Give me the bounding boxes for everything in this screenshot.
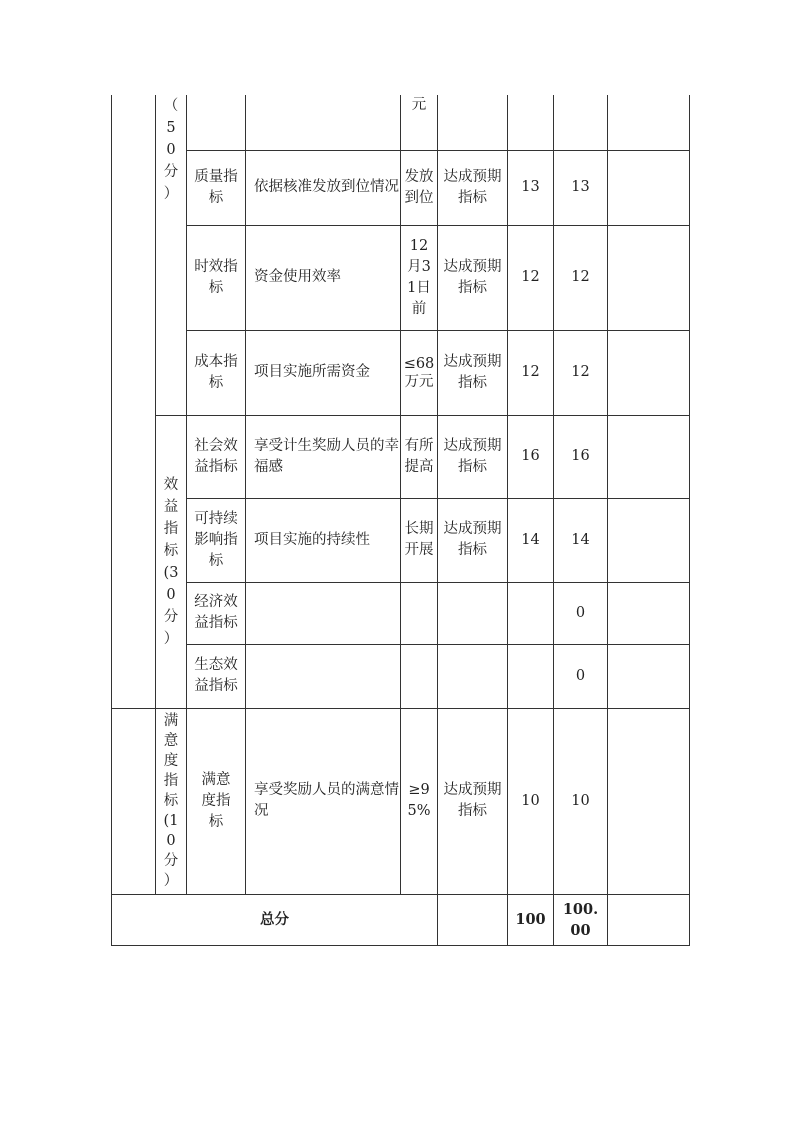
total-weight-cell: 100 (508, 894, 554, 945)
weight-cell (508, 582, 554, 644)
weight-cell: 10 (508, 708, 554, 894)
remark-cell (608, 150, 690, 225)
remark-cell (608, 225, 690, 330)
indicator-value-cell (401, 644, 438, 708)
level3-indicator-cell: 满意度指标 (187, 708, 246, 894)
standard-cell (438, 95, 508, 150)
satisfaction-indicator-cell: 满 意 度 指 标 (1 0 分 ） (156, 708, 187, 894)
score-cell: 0 (554, 582, 608, 644)
score-cell (554, 95, 608, 150)
remark-cell (608, 644, 690, 708)
level3-indicator-cell: 质量指标 (187, 150, 246, 225)
indicator-value-cell: 长期开展 (401, 498, 438, 582)
remark-cell (608, 498, 690, 582)
standard-cell: 达成预期指标 (438, 498, 508, 582)
score-cell: 0 (554, 644, 608, 708)
weight-cell (508, 95, 554, 150)
weight-cell: 12 (508, 225, 554, 330)
total-remark-cell (608, 894, 690, 945)
performance-table (111, 95, 690, 946)
remark-cell (608, 708, 690, 894)
standard-cell: 达成预期指标 (438, 150, 508, 225)
remark-cell (608, 95, 690, 150)
level3-indicator-cell: 生态效益指标 (187, 644, 246, 708)
remark-cell (608, 582, 690, 644)
score-cell: 10 (554, 708, 608, 894)
level1-indicator-cell-satisfaction (112, 708, 156, 894)
level1-indicator-cell (112, 95, 156, 708)
total-label-cell: 总分 (112, 894, 438, 945)
indicator-value-cell: 发放到位 (401, 150, 438, 225)
level3-indicator-cell (187, 95, 246, 150)
benefit-indicator-cell: 效 益 指 标 (3 0 分 ） (156, 415, 187, 708)
standard-cell: 达成预期指标 (438, 415, 508, 498)
output-indicator-score-cell: （ 5 0 分 ） (156, 95, 187, 415)
standard-cell: 达成预期指标 (438, 708, 508, 894)
indicator-content-cell: 项目实施所需资金 (246, 330, 401, 415)
standard-cell: 达成预期指标 (438, 330, 508, 415)
total-standard-cell (438, 894, 508, 945)
score-cell: 12 (554, 330, 608, 415)
level3-indicator-cell: 可持续影响指标 (187, 498, 246, 582)
indicator-content-cell: 资金使用效率 (246, 225, 401, 330)
indicator-content-cell: 享受计生奖励人员的幸福感 (246, 415, 401, 498)
indicator-content-cell (246, 644, 401, 708)
indicator-value-cell: 有所提高 (401, 415, 438, 498)
remark-cell (608, 415, 690, 498)
indicator-value-cell: 12月31日前 (401, 225, 438, 330)
level3-indicator-cell: 经济效益指标 (187, 582, 246, 644)
indicator-value-cell: ≤68万元 (401, 330, 438, 415)
level3-indicator-cell: 成本指标 (187, 330, 246, 415)
weight-cell: 13 (508, 150, 554, 225)
weight-cell (508, 644, 554, 708)
indicator-value-cell: ≥95% (401, 708, 438, 894)
standard-cell: 达成预期指标 (438, 225, 508, 330)
indicator-content-cell: 项目实施的持续性 (246, 498, 401, 582)
level3-indicator-cell: 时效指标 (187, 225, 246, 330)
score-cell: 14 (554, 498, 608, 582)
standard-cell (438, 644, 508, 708)
weight-cell: 16 (508, 415, 554, 498)
indicator-content-cell: 依据核准发放到位情况 (246, 150, 401, 225)
indicator-value-cell: 元 (401, 95, 438, 150)
total-score-cell: 100.00 (554, 894, 608, 945)
indicator-content-cell (246, 95, 401, 150)
remark-cell (608, 330, 690, 415)
level3-indicator-cell: 社会效益指标 (187, 415, 246, 498)
indicator-content-cell: 享受奖励人员的满意情况 (246, 708, 401, 894)
score-cell: 13 (554, 150, 608, 225)
standard-cell (438, 582, 508, 644)
indicator-content-cell (246, 582, 401, 644)
score-cell: 12 (554, 225, 608, 330)
weight-cell: 12 (508, 330, 554, 415)
indicator-value-cell (401, 582, 438, 644)
score-cell: 16 (554, 415, 608, 498)
weight-cell: 14 (508, 498, 554, 582)
